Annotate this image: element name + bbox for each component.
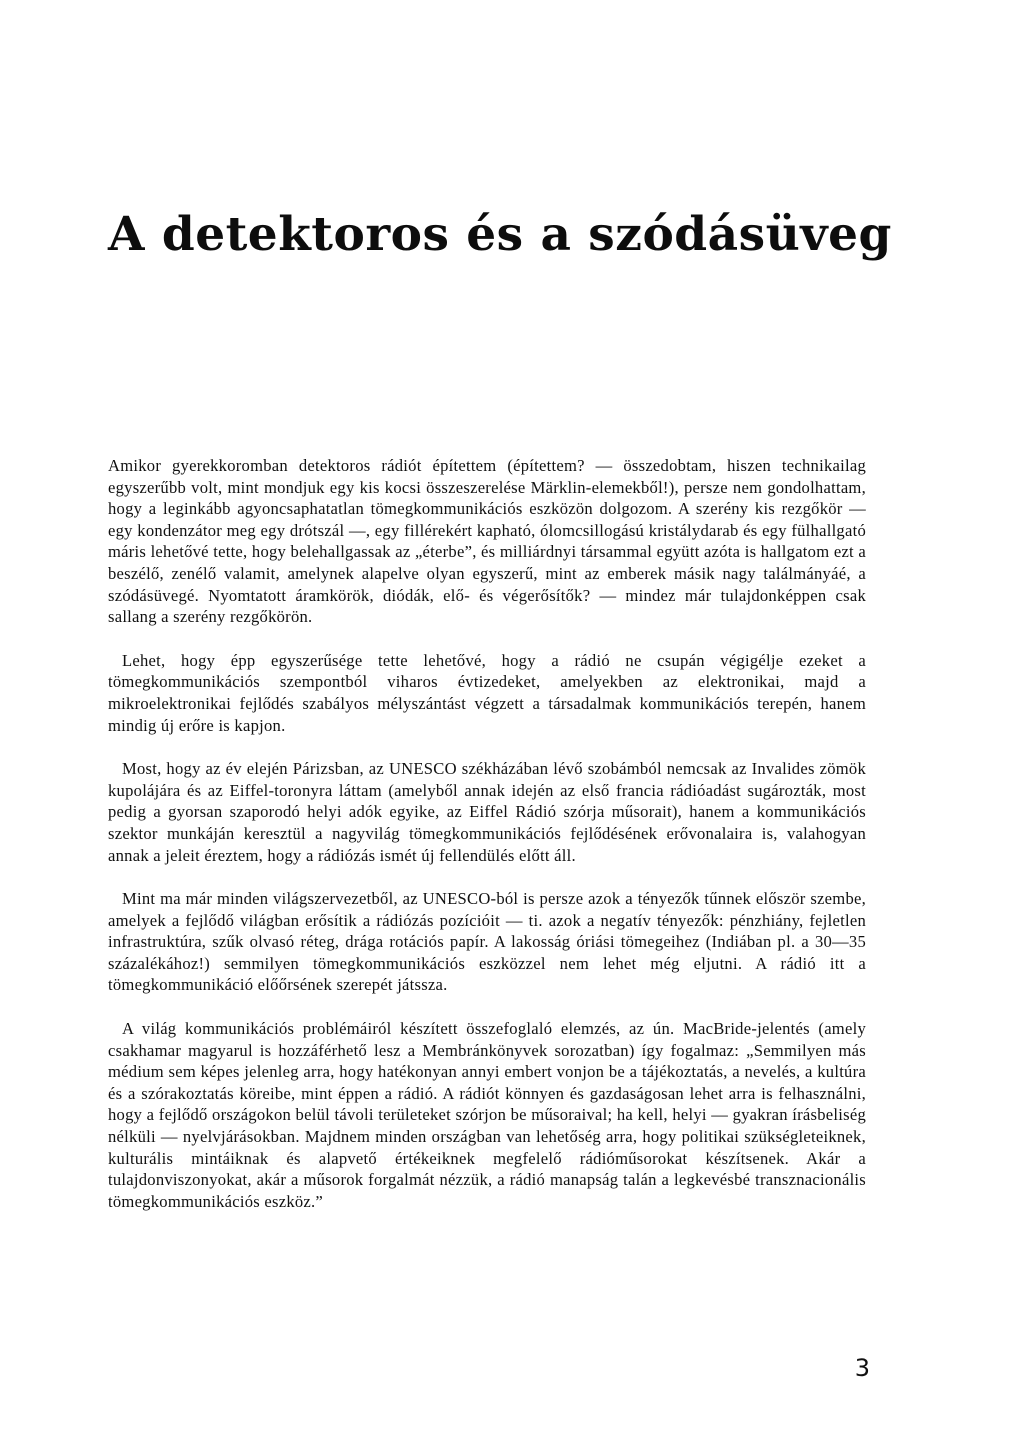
paragraph-4: Mint ma már minden világszervezetből, az UNESCO-ból is persze azok a tényezők tűnnek először szembe, amelyek a fejlődő világban erősítik a rádiózás pozícióit — ti. azok a negatív tényezők: pénzhiány, fejletlen infrastruktúra, szűk olvasó réteg, drága rotációs papír. A lakosság óriási tömegeihez (Indiában pl. a 30—35 százalékához!) semmilyen tömegkommunikációs eszközzel nem lehet még eljutni. A rádió itt a tömegkommunikáció előőrsének szerepét játssza.	[108, 889, 866, 995]
paragraph-3: Most, hogy az év elején Párizsban, az UNESCO székházában lévő szobámból nemcsak az Invalides zömök kupolájára és az Eiffel-toronyra láttam (amelyből annak idején az első francia rádióadást sugározták, most pedig a gyorsan szaporodó helyi adók egyike, az Eiffel Rádió szórja műsorait), hanem a kommunikációs szektor munkáján keresztül a nagyvilág tömegkommunikációs fejlődésének erővonalaira is, valahogyan annak a jeleit éreztem, hogy a rádiózás ismét új fellendülés előtt áll.	[108, 759, 866, 865]
paragraph-5: A világ kommunikációs problémáiról készített összefoglaló elemzés, az ún. MacBride-jelentés (amely csakhamar magyarul is hozzáférhető lesz a Membránkönyvek sorozatban) így fogalmaz: „Semmilyen más médium sem képes jelenleg arra, hogy hatékonyan annyi embert vonjon be a tájékoztatás, a nevelés, a kultúra és a szórakoztatás köreibe, mint éppen a rádió. A rádiót könnyen és gazdaságosan lehet arra is felhasználni, hogy a fejlődő országokon belül távoli területeket szórjon be műsoraival; ha kell, helyi — gyakran írásbeliség nélküli — nyelvjárásokban. Majdnem minden országban van lehetőség arra, hogy politikai szükségleteiknek, kulturális mintáiknak és alapvető értékeiknek megfelelő rádióműsorokat készítsenek. Akár a tulajdonviszonyokat, akár a műsorok forgalmát nézzük, a rádió manapság talán a legkevésbé transznacionális tömegkommunikációs eszköz.”	[108, 1019, 866, 1211]
paragraph-1: Amikor gyerekkoromban detektoros rádiót építettem (építettem? — összedobtam, hiszen technikailag egyszerűbb volt, mint mondjuk egy kis kocsi összeszerelése Märklin-elemekből!), persze nem gondolhattam, hogy a leginkább agyoncsaphatatlan tömegkommunikációs eszközön dolgozom. A szerény kis rezgőkör — egy kondenzátor meg egy drótszál —, egy fillérekért kapható, ólomcsillogású kristálydarab és egy fülhallgató máris lehetővé tette, hogy belehallgassak az „éterbe”, és milliárdnyi társammal együtt azóta is hallgatom ezt a beszélő, zenélő valamit, amelynek alapelve olyan egyszerű, mint az emberek másik nagy találmányáé, a szódásüvegé. Nyomtatott áramkörök, diódák, elő- és végerősítők? — mindez már tulajdonképpen csak sallang a szerény rezgőkörön.	[108, 456, 866, 627]
paragraph-2: Lehet, hogy épp egyszerűsége tette lehetővé, hogy a rádió ne csupán végigélje ezeket a tömegkommunikációs szempontból viharos évtizedeket, amelyekben az elektronikai, majd a mikroelektronikai fejlődés szabályos mélyszántást végzett a társadalmak kommunikációs terepén, hanem mindig új erőre is kapjon.	[108, 650, 866, 735]
page-number: 3	[854, 1354, 870, 1382]
chapter-body	[108, 455, 866, 1234]
chapter-title: A detektoros és a szódásüveg	[108, 207, 892, 262]
